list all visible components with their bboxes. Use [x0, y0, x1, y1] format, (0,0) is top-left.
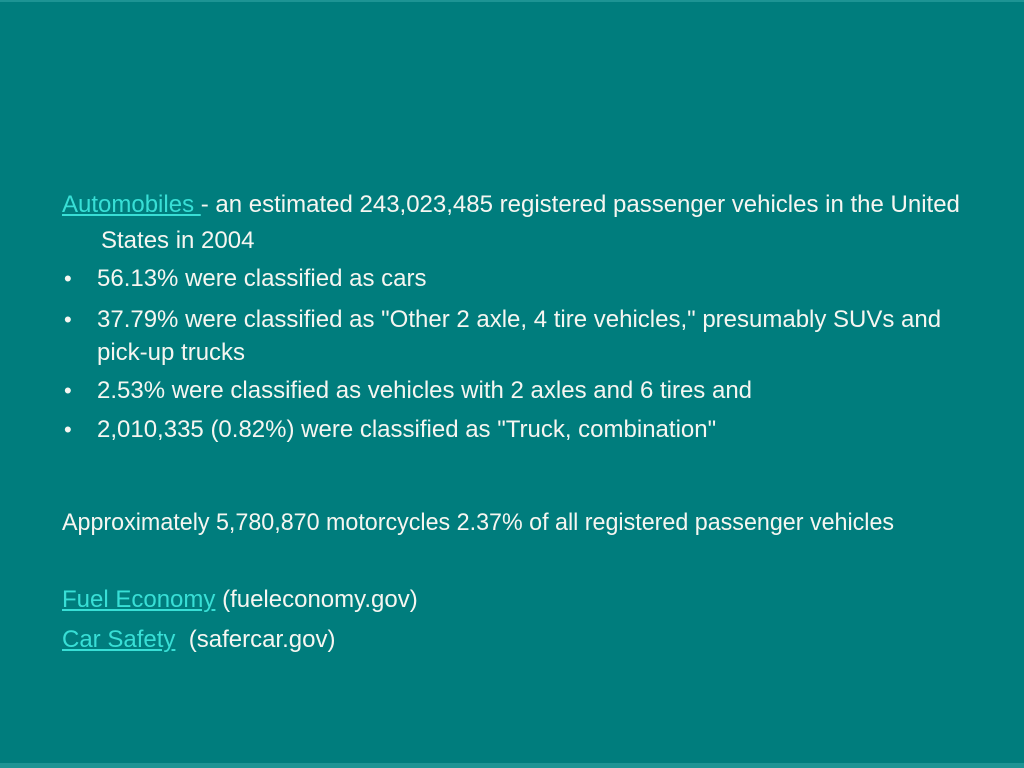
fuel-economy-suffix: (fueleconomy.gov): [215, 586, 418, 613]
bullet-item-2-axles-6-tires: [62, 374, 982, 408]
slide-top-edge: [0, 0, 1024, 2]
motorcycles-note: [62, 506, 982, 540]
intro-paragraph: [62, 187, 982, 259]
bullet-text: 56.13% were classified as cars: [97, 265, 427, 292]
bullet-item-cars: [62, 262, 982, 296]
bullet-item-truck-combination: [62, 413, 982, 447]
bullet-item-other-2-axle: [62, 303, 982, 369]
bullet-marker: •: [64, 266, 72, 291]
car-safety-line: [62, 623, 982, 657]
bullet-text: 37.79% were classified as "Other 2 axle, 4 tire vehicles," presumably SUVs and pick-up trucks: [97, 306, 942, 366]
bullet-marker: •: [64, 417, 72, 442]
car-safety-suffix: (safercar.gov): [175, 626, 336, 653]
slide-body-text-block: [62, 187, 982, 657]
automobiles-link[interactable]: Automobiles: [62, 191, 201, 218]
fuel-economy-link[interactable]: Fuel Economy: [62, 586, 216, 613]
bullet-text: 2.53% were classified as vehicles with 2 axles and 6 tires and: [97, 377, 753, 404]
intro-text: - an estimated 243,023,485 registered passenger vehicles in the United States in 2004: [101, 191, 960, 254]
motorcycles-note-text: Approximately 5,780,870 motorcycles 2.37% of all registered passenger vehicles: [62, 509, 895, 536]
fuel-economy-line: [62, 583, 982, 617]
bullet-marker: •: [64, 378, 72, 403]
slide-bottom-edge: [0, 763, 1024, 768]
bullet-text: 2,010,335 (0.82%) were classified as "Truck, combination": [97, 416, 717, 443]
car-safety-link[interactable]: Car Safety: [62, 626, 176, 653]
bullet-marker: •: [64, 307, 72, 332]
